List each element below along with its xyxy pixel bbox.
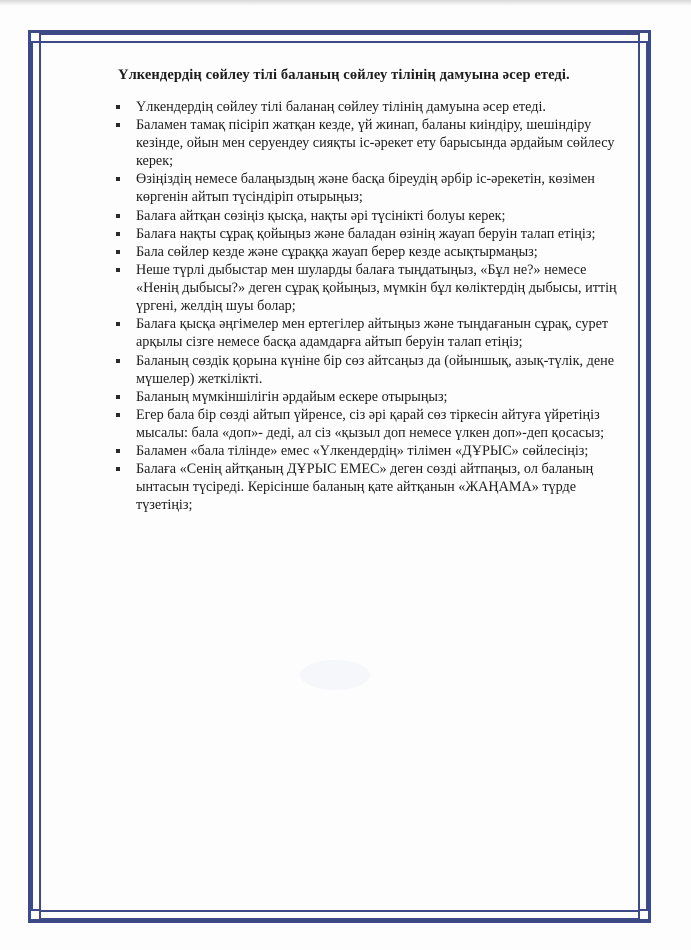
list-item — [112, 460, 617, 514]
list-item-text: Баланың сөздік қорына күніне бір сөз айтсаңыз да (ойыншық, азық-түлік, дене мүшелер) жеткілікті. — [136, 352, 615, 387]
list-item-text: Балаға қысқа әңгімелер мен ертегілер айтыңыз және тыңдағанын сұрақ, сурет арқылы сізге немесе басқа адамдарға айтып беруін талап етіңіз; — [136, 316, 609, 351]
list-item — [112, 261, 617, 315]
list-item — [112, 225, 617, 243]
border-corner-top-right — [638, 31, 650, 43]
bullet-icon — [116, 177, 120, 181]
advice-list — [112, 98, 617, 514]
bullet-icon — [116, 268, 120, 272]
list-item-text: Балаға «Сенің айтқаның ДҰРЫС ЕМЕС» деген сөзді айтпаңыз, ол баланың ынтасын түсіреді. Керісінше баланың қате айтқанын «ЖАҢАМА» түрде түзетіңіз; — [136, 461, 594, 514]
list-item-text: Бала сөйлер кезде және сұраққа жауап берер кезде асықтырмаңыз; — [136, 243, 538, 260]
list-item-text: Балаға айтқан сөзіңіз қысқа, нақты әрі түсінікті болуы керек; — [136, 207, 506, 224]
bullet-icon — [116, 105, 120, 109]
bullet-icon — [116, 395, 120, 399]
border-corner-bottom-right — [638, 909, 650, 921]
scan-smudge — [300, 660, 370, 690]
bullet-icon — [116, 214, 120, 218]
border-corner-bottom-left — [29, 909, 41, 921]
document-title: Үлкендердің сөйлеу тілі баланың сөйлеу тілінің дамуына әсер етеді. — [118, 67, 570, 83]
list-item-text: Баламен тамақ пісіріп жатқан кезде, үй жинап, баланы киіндіру, шешіндіру кезінде, ойын мен серуендеу сияқты іс-әрекет ету барысында әрдайым сөйлесу керек; — [136, 117, 615, 170]
list-item-text: Баланың мүмкіншілігін әрдайым ескере отырыңыз; — [136, 388, 448, 405]
list-item — [112, 116, 617, 170]
bullet-icon — [116, 467, 120, 471]
list-item-text: Үлкендердің сөйлеу тілі баланаң сөйлеу тілінің дамуына әсер етеді. — [136, 99, 546, 115]
border-corner-top-left — [29, 31, 41, 43]
list-item — [112, 243, 617, 261]
bullet-icon — [116, 232, 120, 236]
document-body — [112, 66, 617, 514]
list-item — [112, 98, 617, 116]
list-item — [112, 315, 617, 351]
bullet-icon — [116, 123, 120, 127]
bullet-icon — [116, 322, 120, 326]
scan-edge — [0, 0, 691, 6]
list-item — [112, 207, 617, 225]
list-item-text: Балаға нақты сұрақ қойыңыз және баладан өзінің жауап беруін талап етіңіз; — [136, 225, 596, 242]
list-item — [112, 170, 617, 206]
list-item — [112, 442, 617, 460]
bullet-icon — [116, 449, 120, 453]
list-item — [112, 406, 617, 442]
list-item-text: Өзіңіздің немесе балаңыздың және басқа біреудің әрбір іс-әрекетін, көзімен көргенін айтып түсіндіріп отырыңыз; — [136, 171, 595, 206]
list-item-text: Баламен «бала тілінде» емес «Үлкендердің» тілімен «ДҰРЫС» сөйлесіңіз; — [136, 443, 589, 460]
bullet-icon — [116, 413, 120, 417]
list-item — [112, 352, 617, 388]
bullet-icon — [116, 250, 120, 254]
bullet-icon — [116, 359, 120, 363]
list-item-text: Неше түрлі дыбыстар мен шуларды балаға тыңдатыңыз, «Бұл не?» немесе «Ненің дыбысы?» деген сұрақ қойыңыз, мүмкін бұл көліктердің дыбысы, иттің үргені, желдің шуы болар; — [136, 262, 617, 315]
list-item-text: Егер бала бір сөзді айтып үйренсе, сіз әрі қарай сөз тіркесін айтуға үйретіңіз мысалы: бала «доп»- деді, ал сіз «қызыл доп немесе үлкен доп»-деп қосасыз; — [136, 406, 605, 441]
list-item — [112, 388, 617, 406]
